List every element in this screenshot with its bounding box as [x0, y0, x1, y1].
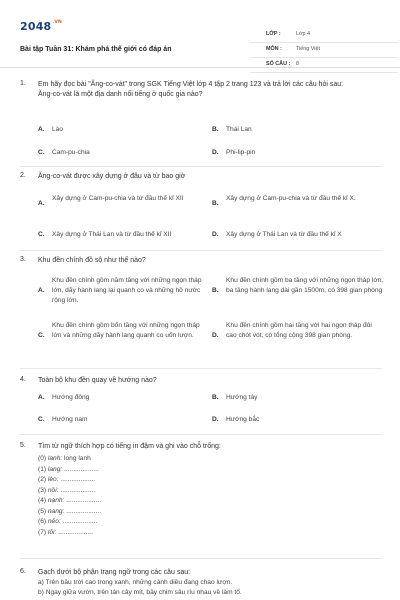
option-text: Khu đền chính gồm bốn tầng với những ngọn tháp lớn và những dãy hành lang quanh co uốn lượn. [52, 322, 200, 339]
option-text: Lào [52, 126, 64, 133]
bold-word: nẻo: [47, 518, 61, 525]
fill-item[interactable]: (1) lang: ................... [38, 465, 99, 473]
header [14, 14, 386, 67]
fill-item[interactable]: (0) lanh: long lanh [38, 455, 91, 462]
question-number: 1. [20, 80, 26, 87]
info-key: SỐ CÂU : [266, 61, 291, 67]
option-label: B. [212, 126, 219, 133]
question-2 [20, 172, 382, 250]
option-text: Phi-lip-pin [226, 149, 256, 156]
option-text: Khu đền chính gồm hai tầng với hai ngọn tháp đôi cao chót vót, có tổng cộng 398 gian phòng. [226, 322, 372, 339]
page-title: Bài tập Tuần 31: Khám phá thế giới có đáp án [20, 46, 172, 53]
option-label: D. [212, 416, 219, 423]
question-3 [20, 256, 382, 368]
option-text: Cam-pu-chia [52, 149, 90, 156]
sentence-line: b) Ngay giữa vườn, trên tán cây mít, bầy chim sâu ríu nhau về làm tổ. [38, 589, 242, 596]
question-text [38, 568, 382, 598]
bold-word: nạnh: [47, 497, 65, 504]
question-divider [20, 250, 382, 251]
info-row-subject [250, 43, 398, 58]
bold-word: lanh: [47, 455, 63, 462]
option-text: Xây dựng ở Thái Lan và từ đầu thế kỉ XII [52, 231, 172, 238]
option-text: Hướng bắc [226, 416, 260, 423]
question-text: Tìm từ ngữ thích hợp có tiếng in đậm và ghi vào chỗ trống: [38, 443, 221, 450]
info-key: LỚP : [266, 31, 281, 37]
option-text: Hướng nam [52, 416, 88, 423]
bold-word: lõi: [47, 528, 57, 536]
option-label: C. [38, 149, 45, 156]
option-text: Xây dựng ở Cam-pu-chia và từ đầu thế kỉ XII [52, 195, 184, 202]
question-number: 6. [20, 568, 26, 575]
option-label: A. [38, 200, 45, 207]
question-divider [20, 434, 382, 435]
logo-text: 2048 [20, 20, 52, 33]
fill-in-list [38, 454, 101, 538]
option-text: Khu đền chính gồm ba tầng với những ngọn tháp lớn, ba tầng hành lang dài gần 1500m, có 398 gian phòng [226, 277, 384, 294]
option-label: B. [212, 287, 219, 294]
fill-item[interactable]: (7) lõi: ................... [38, 528, 93, 536]
fill-item[interactable]: (3) nồi: ................... [38, 486, 96, 494]
header-divider [0, 67, 400, 68]
option-label: A. [38, 394, 45, 401]
option-text: Hướng đông [52, 394, 90, 401]
question-prompt: Em hãy đọc bài "Ăng-co-vát" trong SGK Tiếng Việt lớp 4 tập 2 trang 123 và trả lời các câu hỏi sau: [38, 81, 344, 88]
bold-word: nồi: [47, 486, 59, 494]
bold-word: lèo: [47, 476, 59, 483]
sentence-line: a) Trên bầu trời cao trong xanh, những cánh diều đang chao lượn. [38, 579, 233, 586]
option-text: Xây dựng ở Thái Lan và từ đầu thế kỉ X [226, 231, 342, 238]
bold-word: nang: [47, 507, 65, 515]
question-number: 4. [20, 376, 26, 383]
question-prompt: Gạch dưới bộ phận trạng ngữ trong các câu sau: [38, 569, 191, 576]
option-label: C. [38, 332, 45, 339]
info-value: Lớp 4 [296, 31, 311, 37]
option-text: Thái Lan [226, 126, 252, 133]
question-1 [20, 80, 382, 166]
logo-suffix: .VN [52, 20, 62, 25]
question-number: 5. [20, 442, 26, 449]
fill-item[interactable]: (2) lèo: ................... [38, 476, 96, 483]
question-text [38, 80, 382, 100]
option-label: A. [38, 126, 45, 133]
question-4 [20, 376, 382, 436]
site-logo[interactable] [20, 20, 62, 33]
fill-item[interactable]: (4) nạnh: ................... [38, 497, 102, 504]
question-number: 2. [20, 172, 26, 179]
info-value: 8 [296, 61, 299, 67]
option-label: D. [212, 149, 219, 156]
question-divider [20, 558, 382, 559]
fill-item[interactable]: (5) nang: ................... [38, 507, 102, 515]
question-divider [20, 368, 382, 369]
fill-item[interactable]: (6) nẻo: ................... [38, 518, 98, 525]
option-label: D. [212, 332, 219, 339]
question-text: Toàn bộ khu đền quay về hướng nào? [38, 377, 157, 384]
option-label: C. [38, 231, 45, 238]
option-label: C. [38, 416, 45, 423]
bold-word: lang: [47, 465, 63, 473]
option-label: D. [212, 231, 219, 238]
question-divider [20, 166, 382, 167]
option-label: B. [212, 200, 219, 207]
info-row-class [250, 28, 398, 43]
info-key: MÔN : [266, 46, 282, 52]
option-text: Xây dựng ở Cam-pu-chia và từ đầu thế kỉ X. [226, 195, 356, 202]
info-value: Tiếng Việt [296, 46, 320, 52]
option-label: A. [38, 287, 45, 294]
option-label: B. [212, 394, 219, 401]
option-text: Hướng tây [226, 394, 258, 401]
info-row-count [250, 58, 398, 73]
question-text: Khu đền chính đồ sộ như thế nào? [38, 257, 146, 264]
question-subprompt: Ăng-co-vát là một địa danh nổi tiếng ở quốc gia nào? [38, 91, 203, 98]
option-text: Khu đền chính gồm năm tầng với những ngọn tháp lớn, dãy hành lang lại quanh co và những hồ nước rộng lớn. [52, 277, 202, 304]
question-text: Ăng-co-vát được xây dựng ở đâu và từ bao giờ [38, 173, 186, 180]
question-6 [20, 568, 382, 600]
question-5 [20, 442, 382, 554]
question-number: 3. [20, 256, 26, 263]
